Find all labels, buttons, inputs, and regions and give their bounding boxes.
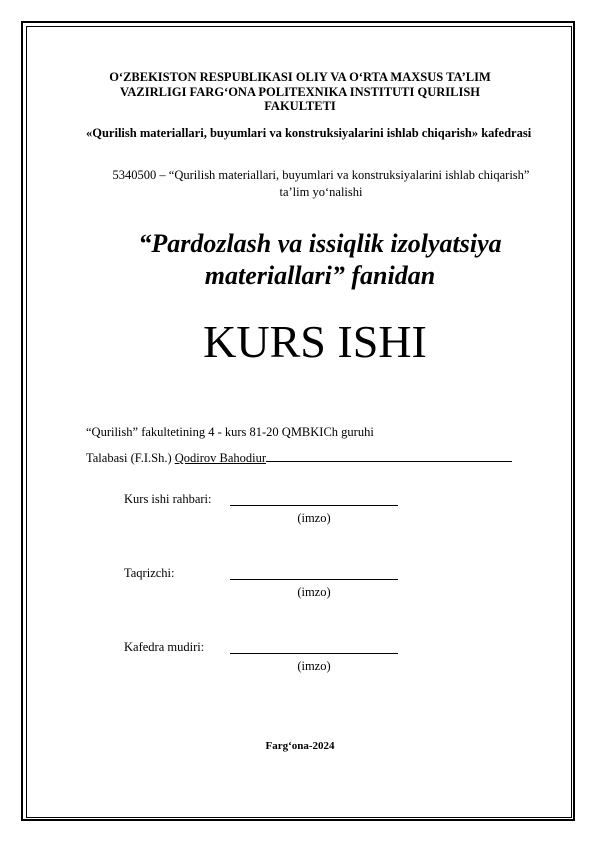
department-head-signature-note: (imzo) [297,659,331,673]
student-group: “Qurilish” fakultetining 4 - kurs 81-20 QMBKICh guruhi [86,425,374,439]
city-year: Farg‘ona-2024 [265,740,335,752]
student-name-row [86,450,512,466]
ministry-line-3: FAKULTETI [264,99,336,113]
subject-title-line-2: materiallari” fanidan [204,261,436,290]
supervisor-signature-note: (imzo) [297,511,331,525]
supervisor-signature-line [230,505,398,506]
ministry-line-1: O‘ZBEKISTON RESPUBLIKASI OLIY VA O‘RTA MAXSUS TA’LIM [109,70,491,84]
study-direction [86,167,556,201]
reviewer-signature-note: (imzo) [297,585,331,599]
page-border-inner [26,26,572,818]
subject-title-line-1: “Pardozlash va issiqlik izolyatsiya [138,229,502,258]
student-label: Talabasi (F.I.Sh.) [86,451,175,465]
study-direction-line-1: 5340500 – “Qurilish materiallari, buyumlari va konstruksiyalarini ishlab chiqarish” [112,168,530,182]
subject-title [60,228,580,292]
student-name-underline [266,450,512,462]
reviewer-label: Taqrizchi: [124,566,175,580]
ministry-header [80,70,520,114]
work-type-title: KURS ISHI [203,316,427,367]
department-head-signature-line [230,653,398,654]
department-name: «Qurilish materiallari, buyumlari va konstruksiyalarini ishlab chiqarish» kafedrasi [86,126,532,140]
student-name: Qodirov Bahodiur [174,451,267,465]
study-direction-line-2: ta’lim yo‘nalishi [279,185,363,199]
ministry-line-2: VAZIRLIGI FARG‘ONA POLITEXNIKA INSTITUTI QURILISH [119,84,481,99]
department-head-label: Kafedra mudiri: [124,640,205,654]
supervisor-label: Kurs ishi rahbari: [124,492,212,506]
reviewer-signature-line [230,579,398,580]
